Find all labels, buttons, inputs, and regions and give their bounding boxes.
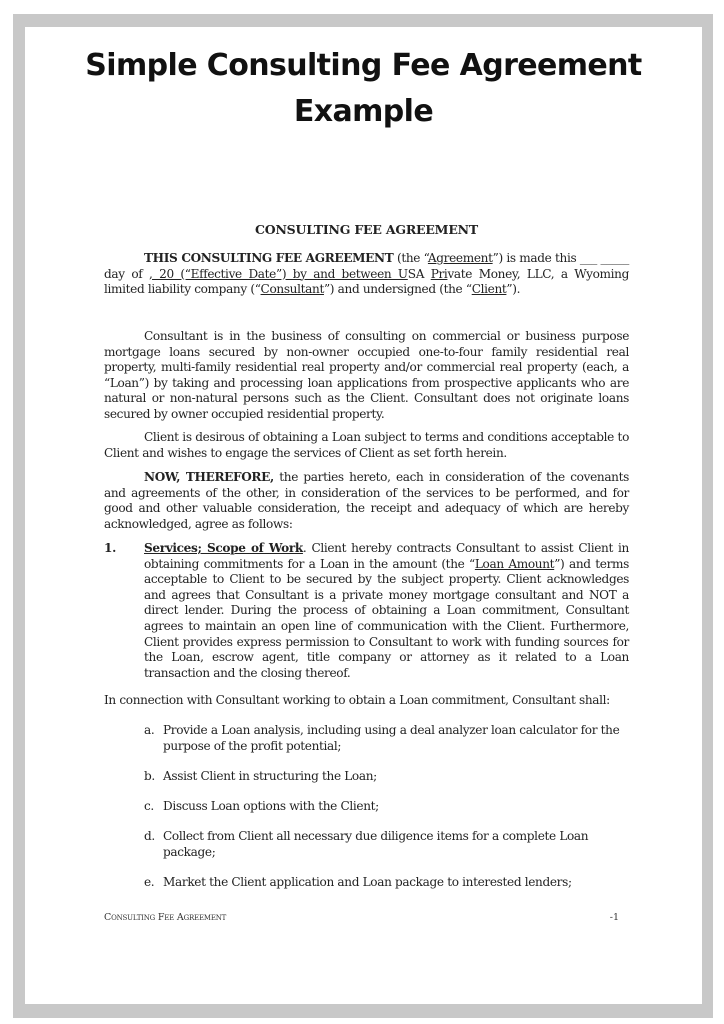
list-letter: e. — [144, 875, 155, 889]
intro-text: vate Money, LLC, a Wyoming limited liability company (“ — [104, 266, 629, 297]
section-title: Services; Scope of Work — [144, 541, 303, 555]
page-footer — [104, 912, 629, 923]
client-text: Client is desirous of obtaining a Loan subject to terms and conditions acceptable to Client and wishes to engage the services of Client as set forth herein. — [104, 430, 629, 460]
section-number: 1. — [104, 541, 116, 555]
connection-paragraph: In connection with Consultant working to obtain a Loan commitment, Consultant shall: — [104, 693, 610, 707]
client-paragraph — [104, 430, 629, 461]
document-heading: CONSULTING FEE AGREEMENT — [255, 222, 478, 237]
therefore-bold-lead: NOW, THEREFORE, — [144, 470, 274, 484]
list-text: Collect from Client all necessary due diligence items for a complete Loan package; — [163, 829, 589, 859]
list-letter: b. — [144, 769, 155, 783]
list-text: Market the Client application and Loan package to interested lenders; — [163, 875, 572, 889]
intro-text: ”) is made this ___ _____ day of — [104, 251, 630, 281]
intro-text: ”) and undersigned (the “ — [323, 282, 472, 297]
page-number: -1 — [609, 912, 619, 923]
intro-text: (the “ — [393, 251, 428, 265]
business-paragraph — [104, 329, 629, 423]
intro-text: ”). — [506, 282, 521, 297]
section-text: ”) and terms acceptable to Client to be secured by the subject property. Client acknowledges and agrees that Consultant is a private money mortgage consultant and NOT a direct lender. During the process of obtaining a Loan commitment, Consultant agrees to maintain an open line of communication with the Client. Furthermore, Client provides express permission to Consultant to work with funding sources for the Loan, escrow agent, title company or attorney as it related to a Loan transaction and the closing thereof. — [144, 556, 629, 680]
effective-date-blank: , 20 (“Effective Date”) by and between U — [149, 266, 408, 281]
intro-bold-lead: THIS CONSULTING FEE AGREEMENT — [144, 251, 394, 265]
therefore-text: the parties hereto, each in consideration of the covenants and agreements of the other, in consideration of the services to be performed, and for good and other valuable consideration, the receipt and adequacy of which are hereby acknowledged, agree as follows: — [104, 470, 629, 531]
list-text: Assist Client in structuring the Loan; — [163, 769, 377, 783]
list-letter: a. — [144, 723, 155, 737]
therefore-paragraph — [104, 470, 629, 532]
agreement-term: Agreement — [427, 251, 493, 265]
list-letter: d. — [144, 829, 155, 843]
intro-paragraph — [104, 251, 629, 298]
footer-title: Consulting Fee Agreement — [104, 912, 227, 923]
intro-underline-pri: Pri — [430, 266, 448, 281]
list-letter: c. — [144, 799, 154, 813]
consultant-term: Consultant — [260, 282, 324, 297]
section-body — [144, 541, 629, 681]
loan-amount-term: Loan Amount — [474, 556, 555, 571]
document-page — [25, 27, 702, 1004]
list-text: Discuss Loan options with the Client; — [163, 799, 379, 813]
list-text: Provide a Loan analysis, including using a deal analyzer loan calculator for the purpose of the profit potential; — [163, 723, 620, 753]
section-text: . Client hereby contracts Consultant to assist Client in obtaining commitments for a Loan in the amount (the “ — [144, 541, 629, 571]
page-title: Simple Consulting Fee Agreement Example — [85, 48, 642, 129]
intro-text: SA — [407, 266, 431, 281]
client-term: Client — [471, 282, 507, 297]
business-text: Consultant is in the business of consulting on commercial or business purpose mortgage loans secured by non-owner occupied one-to-four family residential real property, multi-family residential real property and/or commercial real property (each, a “Loan”) by taking and processing loan applications from prospective applicants who are natural or non-natural persons such as the Client. Consultant does not originate loans secured by owner occupied residential property. — [104, 329, 629, 421]
